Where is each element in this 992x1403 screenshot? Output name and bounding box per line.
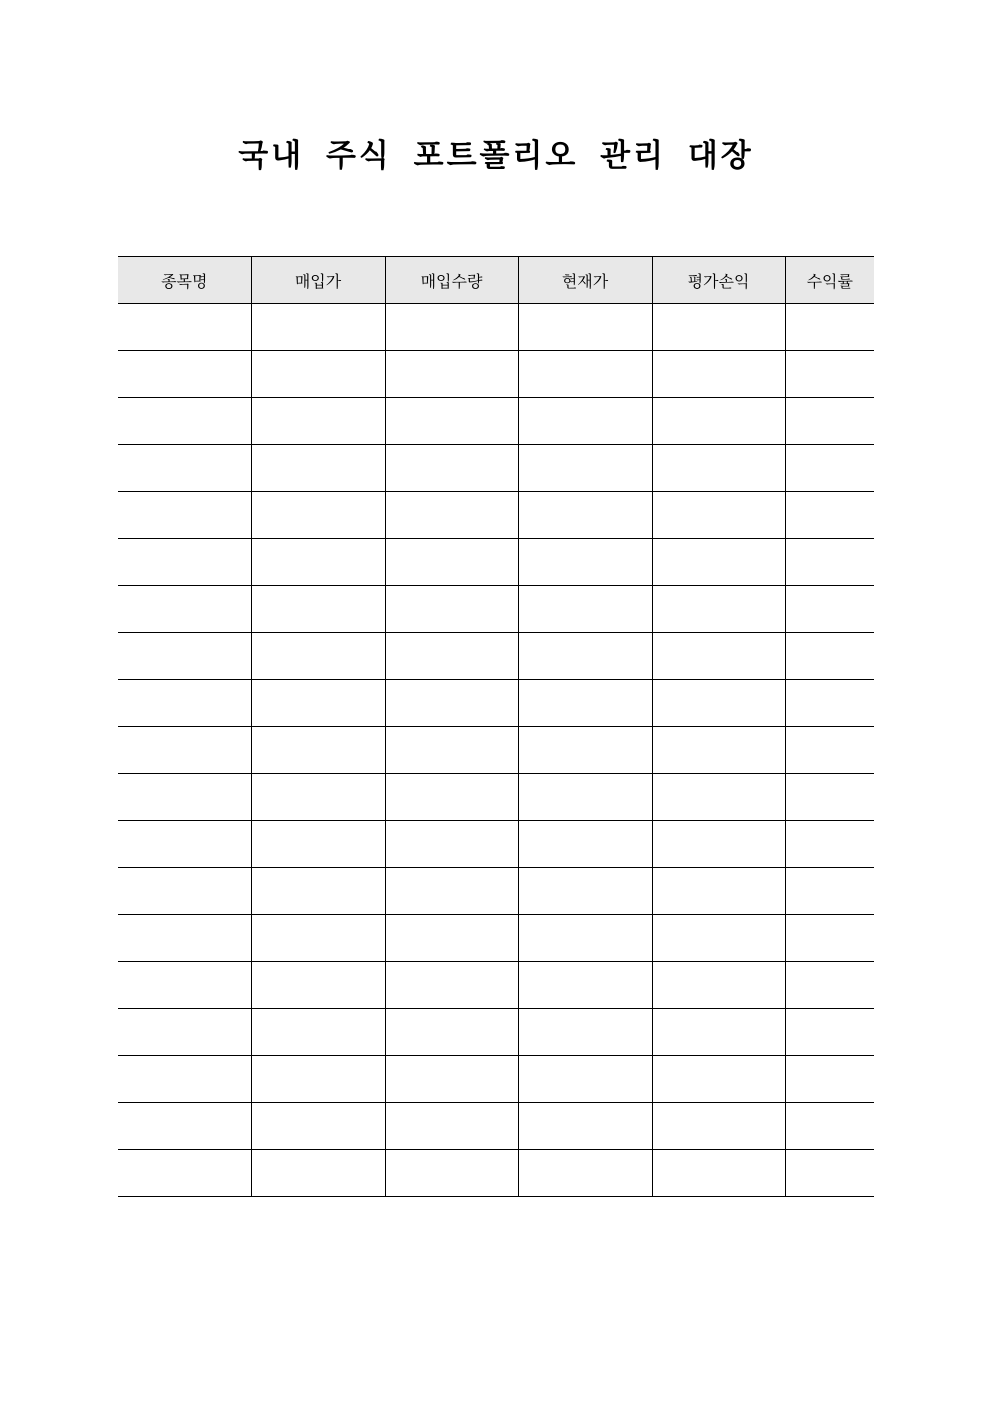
valuation-gain-loss-cell[interactable] [652, 1056, 785, 1103]
purchase-quantity-cell[interactable] [385, 915, 518, 962]
current-price-cell[interactable] [518, 398, 652, 445]
table-row [118, 492, 874, 539]
return-rate-cell[interactable] [785, 1009, 874, 1056]
stock-name-cell[interactable] [118, 1103, 251, 1150]
page-title: 국내 주식 포트폴리오 관리 대장 [238, 138, 754, 174]
return-rate-cell[interactable] [785, 492, 874, 539]
return-rate-cell[interactable] [785, 539, 874, 586]
valuation-gain-loss-cell[interactable] [652, 351, 785, 398]
valuation-gain-loss-cell[interactable] [652, 539, 785, 586]
current-price-cell[interactable] [518, 1103, 652, 1150]
purchase-quantity-cell[interactable] [385, 727, 518, 774]
return-rate-cell[interactable] [785, 868, 874, 915]
header-current-price: 현재가 [518, 257, 652, 304]
stock-name-cell[interactable] [118, 774, 251, 821]
stock-name-cell[interactable] [118, 680, 251, 727]
stock-name-cell[interactable] [118, 351, 251, 398]
purchase-price-cell[interactable] [251, 304, 385, 351]
purchase-quantity-cell[interactable] [385, 1103, 518, 1150]
purchase-quantity-cell[interactable] [385, 821, 518, 868]
valuation-gain-loss-cell[interactable] [652, 962, 785, 1009]
table-row [118, 539, 874, 586]
purchase-price-cell[interactable] [251, 680, 385, 727]
purchase-quantity-cell[interactable] [385, 351, 518, 398]
table-row [118, 1056, 874, 1103]
current-price-cell[interactable] [518, 633, 652, 680]
header-valuation-gain-loss: 평가손익 [652, 257, 785, 304]
table-header [118, 257, 874, 304]
table-row [118, 1103, 874, 1150]
stock-name-cell[interactable] [118, 633, 251, 680]
current-price-cell[interactable] [518, 445, 652, 492]
purchase-price-cell[interactable] [251, 821, 385, 868]
purchase-quantity-cell[interactable] [385, 633, 518, 680]
table-row [118, 962, 874, 1009]
purchase-quantity-cell[interactable] [385, 868, 518, 915]
purchase-price-cell[interactable] [251, 445, 385, 492]
stock-name-cell[interactable] [118, 492, 251, 539]
valuation-gain-loss-cell[interactable] [652, 586, 785, 633]
current-price-cell[interactable] [518, 1056, 652, 1103]
stock-name-cell[interactable] [118, 586, 251, 633]
portfolio-table [118, 256, 874, 1197]
stock-name-cell[interactable] [118, 304, 251, 351]
purchase-price-cell[interactable] [251, 1009, 385, 1056]
current-price-cell[interactable] [518, 1009, 652, 1056]
purchase-price-cell[interactable] [251, 915, 385, 962]
return-rate-cell[interactable] [785, 445, 874, 492]
purchase-price-cell[interactable] [251, 1103, 385, 1150]
purchase-price-cell[interactable] [251, 727, 385, 774]
valuation-gain-loss-cell[interactable] [652, 1150, 785, 1197]
table-row [118, 445, 874, 492]
purchase-price-cell[interactable] [251, 398, 385, 445]
return-rate-cell[interactable] [785, 398, 874, 445]
return-rate-cell[interactable] [785, 633, 874, 680]
valuation-gain-loss-cell[interactable] [652, 445, 785, 492]
purchase-price-cell[interactable] [251, 351, 385, 398]
return-rate-cell[interactable] [785, 774, 874, 821]
return-rate-cell[interactable] [785, 586, 874, 633]
stock-name-cell[interactable] [118, 962, 251, 1009]
valuation-gain-loss-cell[interactable] [652, 304, 785, 351]
purchase-quantity-cell[interactable] [385, 962, 518, 1009]
current-price-cell[interactable] [518, 821, 652, 868]
table-row [118, 351, 874, 398]
stock-name-cell[interactable] [118, 1056, 251, 1103]
table-row [118, 1150, 874, 1197]
header-return-rate: 수익률 [785, 257, 874, 304]
stock-name-cell[interactable] [118, 727, 251, 774]
purchase-quantity-cell[interactable] [385, 586, 518, 633]
purchase-quantity-cell[interactable] [385, 492, 518, 539]
current-price-cell[interactable] [518, 539, 652, 586]
header-purchase-quantity: 매입수량 [385, 257, 518, 304]
table-row [118, 727, 874, 774]
current-price-cell[interactable] [518, 915, 652, 962]
purchase-price-cell[interactable] [251, 633, 385, 680]
stock-name-cell[interactable] [118, 539, 251, 586]
purchase-quantity-cell[interactable] [385, 774, 518, 821]
return-rate-cell[interactable] [785, 1056, 874, 1103]
table-row [118, 586, 874, 633]
purchase-price-cell[interactable] [251, 868, 385, 915]
purchase-price-cell[interactable] [251, 539, 385, 586]
valuation-gain-loss-cell[interactable] [652, 492, 785, 539]
purchase-price-cell[interactable] [251, 1056, 385, 1103]
stock-name-cell[interactable] [118, 915, 251, 962]
purchase-quantity-cell[interactable] [385, 445, 518, 492]
return-rate-cell[interactable] [785, 727, 874, 774]
purchase-price-cell[interactable] [251, 962, 385, 1009]
valuation-gain-loss-cell[interactable] [652, 1103, 785, 1150]
current-price-cell[interactable] [518, 727, 652, 774]
return-rate-cell[interactable] [785, 821, 874, 868]
current-price-cell[interactable] [518, 962, 652, 1009]
table-row [118, 774, 874, 821]
return-rate-cell[interactable] [785, 915, 874, 962]
valuation-gain-loss-cell[interactable] [652, 680, 785, 727]
table-row [118, 398, 874, 445]
table-row [118, 633, 874, 680]
purchase-quantity-cell[interactable] [385, 398, 518, 445]
header-stock-name: 종목명 [118, 257, 251, 304]
return-rate-cell[interactable] [785, 351, 874, 398]
return-rate-cell[interactable] [785, 1103, 874, 1150]
purchase-price-cell[interactable] [251, 774, 385, 821]
stock-name-cell[interactable] [118, 398, 251, 445]
current-price-cell[interactable] [518, 680, 652, 727]
header-purchase-price: 매입가 [251, 257, 385, 304]
valuation-gain-loss-cell[interactable] [652, 1009, 785, 1056]
purchase-quantity-cell[interactable] [385, 1009, 518, 1056]
return-rate-cell[interactable] [785, 304, 874, 351]
valuation-gain-loss-cell[interactable] [652, 868, 785, 915]
purchase-quantity-cell[interactable] [385, 1056, 518, 1103]
valuation-gain-loss-cell[interactable] [652, 633, 785, 680]
current-price-cell[interactable] [518, 586, 652, 633]
purchase-price-cell[interactable] [251, 586, 385, 633]
valuation-gain-loss-cell[interactable] [652, 821, 785, 868]
stock-name-cell[interactable] [118, 868, 251, 915]
current-price-cell[interactable] [518, 1150, 652, 1197]
return-rate-cell[interactable] [785, 962, 874, 1009]
purchase-quantity-cell[interactable] [385, 304, 518, 351]
stock-name-cell[interactable] [118, 821, 251, 868]
table-row [118, 915, 874, 962]
current-price-cell[interactable] [518, 868, 652, 915]
table-row [118, 304, 874, 351]
valuation-gain-loss-cell[interactable] [652, 398, 785, 445]
stock-name-cell[interactable] [118, 445, 251, 492]
table-row [118, 1009, 874, 1056]
table-row [118, 868, 874, 915]
valuation-gain-loss-cell[interactable] [652, 915, 785, 962]
table-body [118, 304, 874, 1197]
valuation-gain-loss-cell[interactable] [652, 727, 785, 774]
table-row [118, 821, 874, 868]
purchase-quantity-cell[interactable] [385, 1150, 518, 1197]
valuation-gain-loss-cell[interactable] [652, 774, 785, 821]
current-price-cell[interactable] [518, 774, 652, 821]
stock-name-cell[interactable] [118, 1009, 251, 1056]
purchase-quantity-cell[interactable] [385, 680, 518, 727]
purchase-price-cell[interactable] [251, 1150, 385, 1197]
stock-name-cell[interactable] [118, 1150, 251, 1197]
current-price-cell[interactable] [518, 492, 652, 539]
header-row [118, 257, 874, 304]
table-row [118, 680, 874, 727]
purchase-price-cell[interactable] [251, 492, 385, 539]
purchase-quantity-cell[interactable] [385, 539, 518, 586]
return-rate-cell[interactable] [785, 680, 874, 727]
return-rate-cell[interactable] [785, 1150, 874, 1197]
current-price-cell[interactable] [518, 304, 652, 351]
current-price-cell[interactable] [518, 351, 652, 398]
